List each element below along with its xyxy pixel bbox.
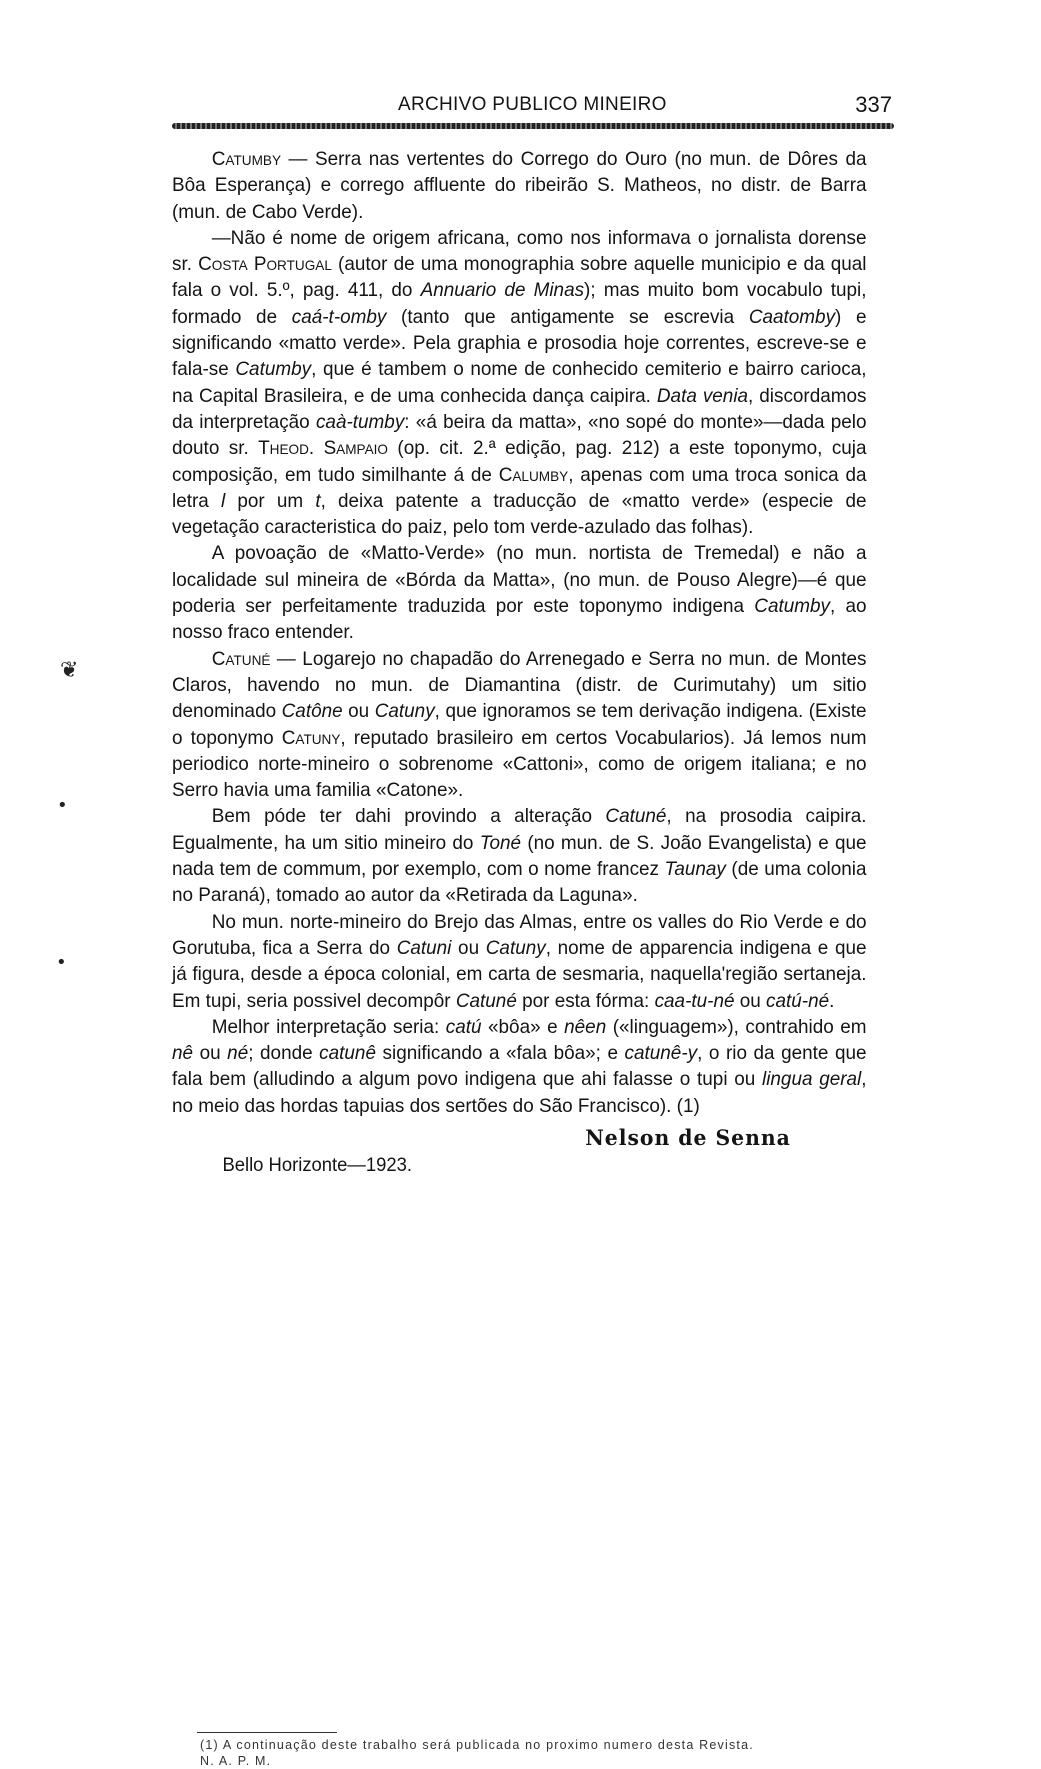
text: , nome de apparencia indigena e que já figura, desde a época colonial, em carta de sesmaria, naquella'região sertaneja. Em tupi, seria possivel decompôr bbox=[172, 936, 867, 1012]
italic-text: né bbox=[227, 1042, 249, 1065]
italic-text: Catuni bbox=[396, 936, 452, 959]
text: , ao nosso fraco entender. bbox=[172, 595, 867, 644]
italic-text: Catumby bbox=[235, 358, 312, 381]
text: ou bbox=[734, 989, 767, 1012]
text: (no mun. de S. João Evangelista) e que nada tem de commum, por exemplo, com o nome francez bbox=[172, 831, 867, 881]
text: «bôa» e bbox=[481, 1015, 565, 1038]
italic-text: nêen bbox=[564, 1015, 607, 1038]
place-date: Bello Horizonte—1923. bbox=[222, 1154, 412, 1176]
footnote bbox=[200, 1737, 890, 1769]
entry-catumby bbox=[172, 146, 867, 225]
italic-text: catú bbox=[445, 1015, 482, 1038]
running-title: ARCHIVO PUBLICO MINEIRO bbox=[398, 94, 667, 115]
text: , apenas com uma troca sonica da letra bbox=[172, 463, 867, 512]
paragraph-brejo-das-almas bbox=[172, 909, 867, 1014]
entry-term: Catumby bbox=[211, 148, 282, 170]
article-body bbox=[172, 146, 867, 1179]
paragraph-matto-verde bbox=[172, 540, 867, 645]
entry-catune bbox=[172, 646, 867, 804]
text: No mun. norte-mineiro do Brejo das Almas, entre os valles do Rio Verde e do Gorutuba, fica a Serra do bbox=[172, 910, 867, 959]
italic-text: caá-t-omby bbox=[291, 305, 387, 328]
text: : «á beira da matta», «no sopé do monte»—dada pelo douto sr. bbox=[172, 410, 867, 460]
text: A povoação de «Matto-Verde» (no mun. nortista de Tremedal) e não a localidade sul mineira de «Bórda da Matta», (no mun. de Pouso Alegre)—é que poderia ser perfeitamente traduzida por este toponymo indigena bbox=[172, 542, 867, 618]
italic-text: Catuny bbox=[374, 700, 435, 723]
italic-text: lingua geral bbox=[762, 1068, 862, 1091]
italic-text: caà-tumby bbox=[315, 410, 405, 433]
italic-text: Data venia bbox=[656, 384, 749, 407]
text: ou bbox=[451, 936, 486, 959]
text: Bem póde ter dahi provindo a alteração bbox=[211, 805, 606, 828]
italic-text: t bbox=[315, 489, 321, 512]
header-rule bbox=[172, 123, 894, 129]
text: , deixa patente a traducção de «matto verde» (especie de vegetação caracteristica do paiz, pelo tom verde-azulado das folhas). bbox=[172, 489, 867, 539]
italic-text: Catuné bbox=[455, 989, 517, 1012]
toponym-name: Catuny bbox=[281, 726, 341, 749]
italic-text: Taunay bbox=[664, 858, 726, 881]
text: significando a «fala bôa»; e bbox=[375, 1042, 625, 1065]
paragraph-catumby-etymology bbox=[172, 225, 867, 541]
italic-text: Toné bbox=[479, 831, 522, 854]
page-header bbox=[172, 92, 894, 122]
text: («linguagem»), contrahido em bbox=[606, 1015, 867, 1038]
paragraph-better-interpretation bbox=[172, 1014, 867, 1119]
author-signature: Nelson de Senna bbox=[585, 1124, 791, 1150]
text: ; donde bbox=[248, 1042, 320, 1065]
italic-text: catunê bbox=[319, 1042, 376, 1065]
margin-mark-1: ❦ bbox=[60, 658, 79, 683]
paragraph-caipira-prosody bbox=[172, 803, 867, 908]
text: , discordamos da interpretação bbox=[172, 384, 867, 433]
footnote-rule bbox=[197, 1732, 337, 1733]
text: , na prosodia caipira. Egualmente, ha um sitio mineiro do bbox=[172, 805, 867, 854]
italic-text: Catumby bbox=[754, 595, 830, 618]
italic-text: catú-né bbox=[766, 989, 830, 1012]
text: Melhor interpretação seria: bbox=[211, 1015, 446, 1038]
italic-text: nê bbox=[172, 1042, 194, 1065]
footnote-line-2: N. A. P. M. bbox=[200, 1754, 272, 1768]
text: (autor de uma monographia sobre aquelle municipio e da qual fala o vol. 5.º, pag. 411, do bbox=[172, 253, 867, 302]
margin-mark-3: • bbox=[56, 952, 67, 973]
text: por esta fórma: bbox=[516, 989, 655, 1012]
text: (tanto que antigamente se escrevia bbox=[386, 305, 749, 328]
text: (de uma colonia no Paraná), tomado ao autor da «Retirada da Laguna». bbox=[172, 858, 867, 907]
text: —Não é nome de origem africana, como nos informava o jornalista dorense sr. bbox=[172, 226, 867, 276]
text: , que ignoramos se tem derivação indigena. (Existe o toponymo bbox=[172, 700, 867, 749]
text: — Logarejo no chapadão do Arrenegado e Serra no mun. de Montes Claros, havendo no mun. de Diamantina (distr. de Curimutahy) um sitio denominado bbox=[172, 647, 867, 723]
author-name: Costa Portugal bbox=[198, 253, 332, 276]
signature-block bbox=[172, 1123, 867, 1179]
margin-mark-2: • bbox=[57, 795, 68, 816]
text: , no meio das hordas tapuias dos sertões do São Francisco). (1) bbox=[172, 1068, 867, 1117]
text: (op. cit. 2.ª edição, pag. 212) a este toponymo, cuja composição, em tudo similhante á de bbox=[172, 437, 867, 486]
toponym-name: Calumby bbox=[498, 463, 569, 486]
text: ) e significando «matto verde». Pela graphia e prosodia hoje correntes, escreve-se e fala-se bbox=[172, 305, 867, 381]
text: , reputado brasileiro em certos Vocabularios). Já lemos num periodico norte-mineiro o sobrenome «Cattoni», como de origem italiana; e no Serro havia uma familia «Catone». bbox=[172, 726, 867, 802]
italic-text: l bbox=[220, 489, 226, 512]
italic-text: Catuny bbox=[485, 936, 546, 959]
entry-term: Catuné bbox=[211, 647, 271, 670]
italic-text: Catuné bbox=[605, 805, 667, 828]
italic-text: Catône bbox=[281, 700, 343, 723]
text: , o rio da gente que fala bem (alludindo a algum povo indigena que ahi falasse o tupi ou bbox=[172, 1042, 867, 1091]
text: . bbox=[829, 989, 835, 1012]
author-name: Theod. Sampaio bbox=[258, 437, 389, 460]
entry-text: — Serra nas vertentes do Corrego do Ouro (no mun. de Dôres da Bôa Esperança) e corrego affluente do ribeirão S. Matheos, no distr. de Barra (mun. de Cabo Verde). bbox=[172, 148, 867, 223]
italic-text: catunê-y bbox=[624, 1042, 698, 1065]
italic-text: Caatomby bbox=[748, 305, 836, 328]
italic-text: caa-tu-né bbox=[654, 989, 735, 1012]
text: ou bbox=[193, 1042, 228, 1065]
page-number: 337 bbox=[855, 92, 892, 117]
text: ); mas muito bom vocabulo tupi, formado de bbox=[172, 279, 867, 328]
footnote-line-1: (1) A continuação deste trabalho será publicada no proximo numero desta Revista. bbox=[200, 1738, 754, 1752]
text: , que é tambem o nome de conhecido cemiterio e bairro carioca, na Capital Brasileira, e de uma conhecida dança caipira. bbox=[172, 358, 867, 407]
text: por um bbox=[225, 489, 316, 512]
italic-text: Annuario de Minas bbox=[420, 279, 585, 302]
text: ou bbox=[342, 700, 375, 723]
